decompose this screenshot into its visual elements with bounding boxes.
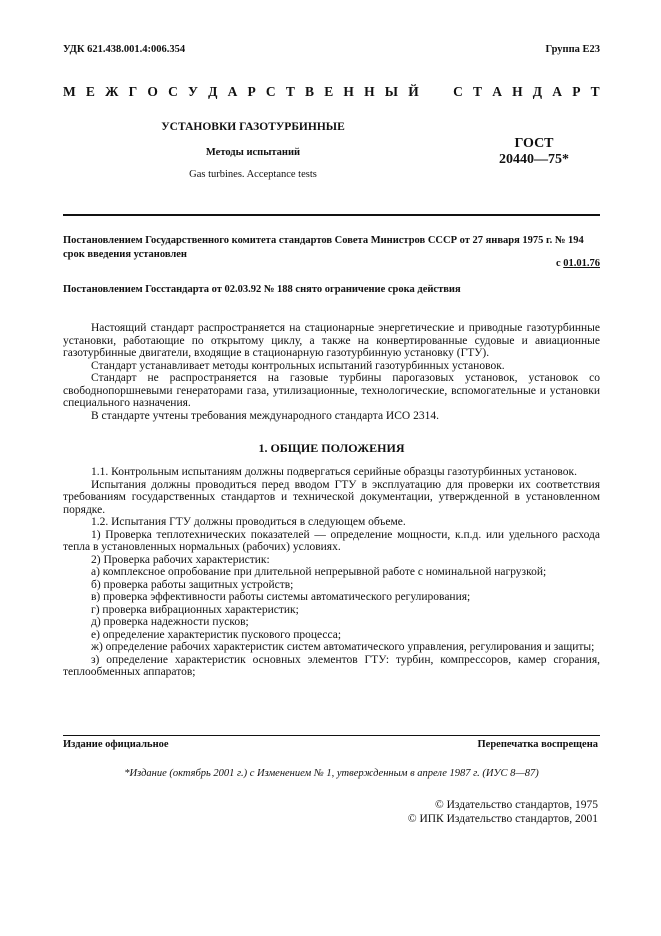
- intro-text: [63, 322, 600, 422]
- copyright-line: © Издательство стандартов, 1975: [434, 799, 598, 811]
- date-value: 01.01.76: [563, 258, 600, 269]
- banner-letter: В: [305, 84, 315, 99]
- banner-letter: Т: [473, 84, 483, 99]
- banner-letter: Й: [408, 84, 419, 99]
- intro-paragraph: Настоящий стандарт распространяется на стационарные энергетические и приводные газотурбинные установки, работающие по открытому циклу, а также на конвертированные судовые и авиационные газотурбинные двигатели, входящие в стационарную газотурбинную установку (ГТУ).: [63, 322, 600, 359]
- banner-letter: Т: [590, 84, 600, 99]
- section-paragraph: 1.2. Испытания ГТУ должны проводиться в следующем объеме.: [91, 516, 406, 528]
- banner-letter: Е: [324, 84, 334, 99]
- banner-letter: Н: [364, 84, 375, 99]
- section-paragraph: ж) определение рабочих характеристик систем автоматического управления, регулирования и защиты;: [91, 641, 595, 653]
- banner-letter: Ы: [384, 84, 399, 99]
- group-code: Группа Е23: [545, 44, 600, 55]
- banner-letter: Д: [208, 84, 218, 99]
- section-heading: 1. ОБЩИЕ ПОЛОЖЕНИЯ: [258, 441, 405, 455]
- section-paragraph: 2) Проверка рабочих характеристик:: [91, 553, 270, 566]
- banner-letter: Т: [285, 84, 295, 99]
- date-prefix: с: [555, 258, 561, 269]
- banner-letter: Н: [512, 84, 523, 99]
- section-paragraph: е) определение характеристик пускового процесса;: [91, 628, 342, 641]
- copyright-line: © ИПК Издательство стандартов, 2001: [407, 813, 598, 825]
- intro-paragraph: Стандарт не распространяется на газовые турбины парогазовых установок, установок со свободнопоршневыми генераторами газа, утилизационные, технологические, вспомогательные и установки специального назначения.: [63, 372, 600, 409]
- banner-letter: У: [188, 84, 198, 99]
- intro-paragraph: В стандарте учтены требования международного стандарта ИСО 2314.: [91, 409, 439, 422]
- gost-designation: [474, 136, 594, 168]
- decree-text: Постановлением Государственного комитета стандартов Совета Министров СССР от 27 января 1975 г. № 194 срок введения установлен: [63, 235, 584, 260]
- section-paragraph: а) комплексное опробование при длительной непрерывной работе с номинальной нагрузкой;: [91, 566, 547, 578]
- gost-number: 20440—75*: [499, 152, 569, 167]
- section-paragraph: з) определение характеристик основных элементов ГТУ: турбин, компрессоров, камер сгорания, теплообменных аппаратов;: [63, 653, 600, 678]
- section-paragraph: 1) Проверка теплотехнических показателей — определение мощности, к.п.д. или удельного расхода тепла в установленных нормальных (рабочих) условиях.: [63, 528, 600, 553]
- banner-letter: Н: [343, 84, 354, 99]
- section-paragraph: д) проверка надежности пусков;: [91, 616, 249, 628]
- banner-letter: Е: [85, 84, 95, 99]
- banner-letter: А: [552, 84, 563, 99]
- banner-gap: [429, 84, 443, 100]
- banner-letter: С: [453, 84, 463, 99]
- section-paragraph: в) проверка эффективности работы системы автоматического регулирования;: [91, 591, 471, 603]
- section-text: [63, 466, 600, 679]
- english-title: Gas turbines. Acceptance tests: [189, 169, 317, 180]
- edition-note: *Издание (октябрь 2001 г.) с Изменением № 1, утвержденным в апреле 1987 г. (ИУС 8—87): [124, 768, 539, 779]
- official-edition-label: Издание официальное: [63, 739, 169, 750]
- banner-letter: М: [63, 84, 76, 99]
- banner-letter: Ж: [105, 84, 119, 99]
- document-subtitle: Методы испытаний: [205, 147, 301, 158]
- section-paragraph: 1.1. Контрольным испытаниям должны подвергаться серийные образцы газотурбинных установок.: [91, 466, 577, 478]
- banner-letter: Р: [247, 84, 256, 99]
- banner-letter: А: [492, 84, 502, 99]
- effective-date: [556, 258, 600, 269]
- decree-limit-text: Постановлением Госстандарта от 02.03.92 № 188 снято ограничение срока действия: [63, 284, 461, 295]
- banner-letter: С: [265, 84, 276, 99]
- header-divider: [63, 214, 600, 216]
- document-title: УСТАНОВКИ ГАЗОТУРБИННЫЕ: [161, 121, 345, 133]
- banner-letter: Д: [532, 84, 543, 99]
- section-paragraph: б) проверка работы защитных устройств;: [91, 578, 294, 591]
- banner-letter: О: [147, 84, 158, 99]
- banner-letter: Г: [128, 84, 138, 99]
- banner-letter: Р: [572, 84, 581, 99]
- footer-divider: [63, 735, 600, 736]
- section-paragraph: Испытания должны проводиться перед вводом ГТУ в эксплуатацию для проверки их соответствия требованиям государственных стандартов и технической документации, утвержденной в установленном порядке.: [63, 478, 600, 516]
- udk-code: УДК 621.438.001.4:006.354: [63, 44, 186, 55]
- reprint-prohibited-label: Перепечатка воспрещена: [477, 739, 598, 750]
- section-paragraph: г) проверка вибрационных характеристик;: [91, 603, 299, 616]
- banner-letter: С: [168, 84, 178, 99]
- banner-letter: А: [227, 84, 238, 99]
- intro-paragraph: Стандарт устанавливает методы контрольных испытаний газотурбинных установок.: [91, 359, 505, 372]
- standard-banner: [63, 84, 600, 100]
- gost-label: ГОСТ: [514, 136, 554, 151]
